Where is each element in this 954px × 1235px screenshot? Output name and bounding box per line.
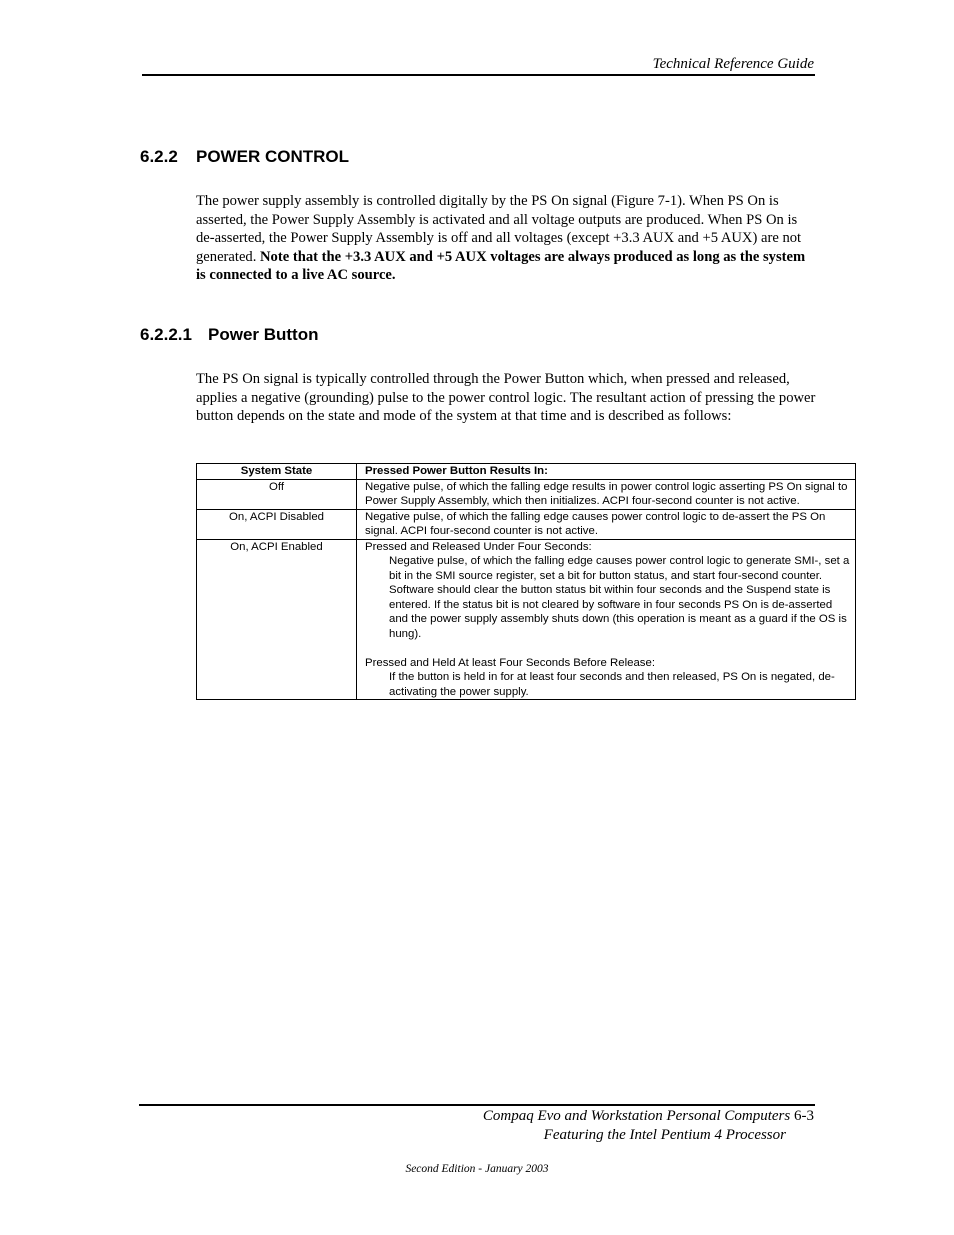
subsection-title: Power Button [208, 325, 319, 344]
result-lead-short-press: Pressed and Released Under Four Seconds: [365, 540, 592, 553]
column-header-system-state: System State [197, 464, 357, 480]
intro-paragraph-note: Note that the +3.3 AUX and +5 AUX voltages are always produced as long as the system is connected to a live AC source. [196, 248, 806, 283]
intro-paragraph [196, 192, 816, 285]
table-row [197, 479, 856, 509]
result-detail-short-press: Negative pulse, of which the falling edge causes power control logic to generate SMI-, set a bit in the SMI source register, set a bit for button status, and start four-second counter. Software should clear the button status bit within four seconds and the Suspend state is entered. If the status bit is not cleared by software in four seconds PS On is de-asserted and the power supply assembly shuts down (this operation is meant as a guard if the OS is hung). [389, 555, 850, 640]
footer-subtitle: Featuring the Intel Pentium 4 Processor [543, 1127, 786, 1143]
subsection-number: 6.2.2.1 [140, 325, 192, 344]
table-row [197, 539, 856, 700]
page-number: 6-3 [794, 1108, 814, 1124]
table-header-row [197, 464, 856, 480]
result-lead-long-press: Pressed and Held At least Four Seconds Before Release: [365, 656, 655, 669]
result-cell: Negative pulse, of which the falling edge causes power control logic to de-assert the PS On signal. ACPI four-second counter is not active. [357, 509, 856, 539]
running-header-title: Technical Reference Guide [652, 56, 814, 72]
state-cell: Off [197, 479, 357, 509]
result-cell [357, 539, 856, 700]
section-title: POWER CONTROL [196, 147, 349, 166]
footer-title [483, 1108, 814, 1125]
column-header-results: Pressed Power Button Results In: [357, 464, 856, 480]
footer-rule [139, 1104, 815, 1106]
result-cell: Negative pulse, of which the falling edge results in power control logic asserting PS On signal to Power Supply Assembly, which then initializes. ACPI four-second counter is not active. [357, 479, 856, 509]
footer-title-text: Compaq Evo and Workstation Personal Computers [482, 1108, 791, 1124]
state-cell: On, ACPI Enabled [197, 539, 357, 700]
result-spacer [365, 641, 851, 656]
intro-paragraph-text: The power supply assembly is controlled digitally by the PS On signal (Figure 7-1). When PS On is asserted, the Power Supply Assembly is activated and all voltage outputs are produced. When PS On is de-asserted, the Power Supply Assembly is off and all voltages (except +3.3 AUX and +5 AUX) are not generated. [196, 193, 802, 265]
section-number: 6.2.2 [140, 147, 178, 166]
edition-note: Second Edition - January 2003 [405, 1163, 549, 1175]
power-button-table [196, 463, 856, 700]
section-heading [140, 147, 349, 167]
table-row [197, 509, 856, 539]
result-detail-long-press: If the button is held in for at least four seconds and then released, PS On is negated, de-activating the power supply. [389, 671, 835, 698]
power-button-paragraph: The PS On signal is typically controlled through the Power Button which, when pressed and released, applies a negative (grounding) pulse to the power control logic. The resultant action of pressing the power button depends on the state and mode of the system at that time and is described as follows: [196, 371, 816, 424]
state-cell: On, ACPI Disabled [197, 509, 357, 539]
header-rule [142, 74, 815, 76]
subsection-heading [140, 325, 319, 345]
